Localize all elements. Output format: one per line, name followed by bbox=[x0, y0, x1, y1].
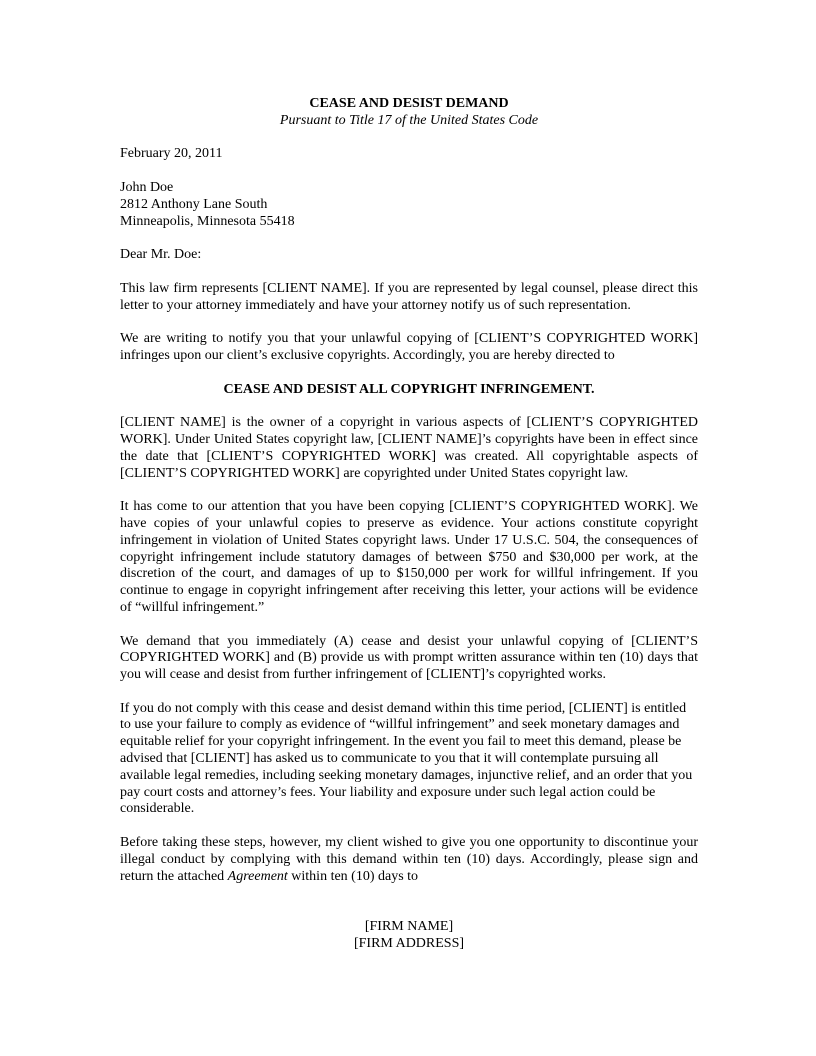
letter-body bbox=[120, 96, 698, 953]
demand-heading: CEASE AND DESIST ALL COPYRIGHT INFRINGEMENT. bbox=[223, 381, 595, 397]
recipient-city: Minneapolis, Minnesota 55418 bbox=[120, 213, 295, 229]
recipient-name: John Doe bbox=[120, 179, 174, 195]
document-subtitle: Pursuant to Title 17 of the United States Code bbox=[279, 112, 539, 128]
paragraph-infringement: It has come to our attention that you have been copying [CLIENT’S COPYRIGHTED WORK]. We have copies of your unlawful copies to preserve as evidence. Your actions constitute copyright infringement in violation of United States copyright laws. Under 17 U.S.C. 504, the consequences of copyright infringement include statutory damages of between $750 and $30,000 per work, at the discretion of the court, and damages of up to $150,000 per work for willful infringement. If you continue to engage in copyright infringement after receiving this letter, your actions will be evidence of “willful infringement.” bbox=[120, 499, 698, 615]
recipient-address bbox=[120, 180, 698, 230]
firm-address: [FIRM ADDRESS] bbox=[353, 935, 465, 951]
signature-block bbox=[120, 919, 698, 953]
paragraph-closing bbox=[120, 835, 698, 885]
paragraph-notification: We are writing to notify you that your unlawful copying of [CLIENT’S COPYRIGHTED WORK] infringes upon our client’s exclusive copyrights. Accordingly, you are hereby directed to bbox=[120, 331, 698, 363]
salutation: Dear Mr. Doe: bbox=[120, 247, 202, 263]
firm-name: [FIRM NAME] bbox=[364, 919, 454, 935]
paragraph-consequences: If you do not comply with this cease and desist demand within this time period, [CLIENT] is entitled to use your failure to comply as evidence of “willful infringement” and seek monetary damages and equitable relief for your copyright infringement. In the event you fail to meet this demand, please be advised that [CLIENT] has asked us to communicate to you that it will contemplate pursuing all available legal remedies, including seeking monetary damages, injunctive relief, and an order that you pay court costs and attorney’s fees. Your liability and exposure under such legal action could be considerable. bbox=[120, 700, 693, 817]
paragraph-representation: This law firm represents [CLIENT NAME]. If you are represented by legal counsel, please direct this letter to your attorney immediately and have your attorney notify us of such representation. bbox=[120, 280, 698, 313]
recipient-street: 2812 Anthony Lane South bbox=[120, 196, 268, 212]
closing-text-start: Before taking these steps, however, my client wished to give you one opportunity to discontinue your illegal conduct by complying with this demand within ten (10) days. Accordingly, please sign and return the attached bbox=[120, 835, 698, 884]
paragraph-ownership: [CLIENT NAME] is the owner of a copyright in various aspects of [CLIENT’S COPYRIGHTED WORK]. Under United States copyright law, [CLIENT NAME]’s copyrights have been in effect since the date that [CLIENT’S COPYRIGHTED WORK] was created. All copyrightable aspects of [CLIENT’S COPYRIGHTED WORK] are copyrighted under United States copyright law. bbox=[120, 415, 698, 481]
document-title: CEASE AND DESIST DEMAND bbox=[309, 96, 509, 111]
letter-date: February 20, 2011 bbox=[120, 146, 223, 162]
paragraph-demand: We demand that you immediately (A) cease and desist your unlawful copying of [CLIENT’S COPYRIGHTED WORK] and (B) provide us with prompt written assurance within ten (10) days that you will cease and desist from further infringement of [CLIENT]’s copyrighted works. bbox=[120, 633, 698, 683]
agreement-term: Agreement bbox=[227, 868, 288, 884]
closing-text-end: within ten (10) days to bbox=[287, 868, 419, 884]
